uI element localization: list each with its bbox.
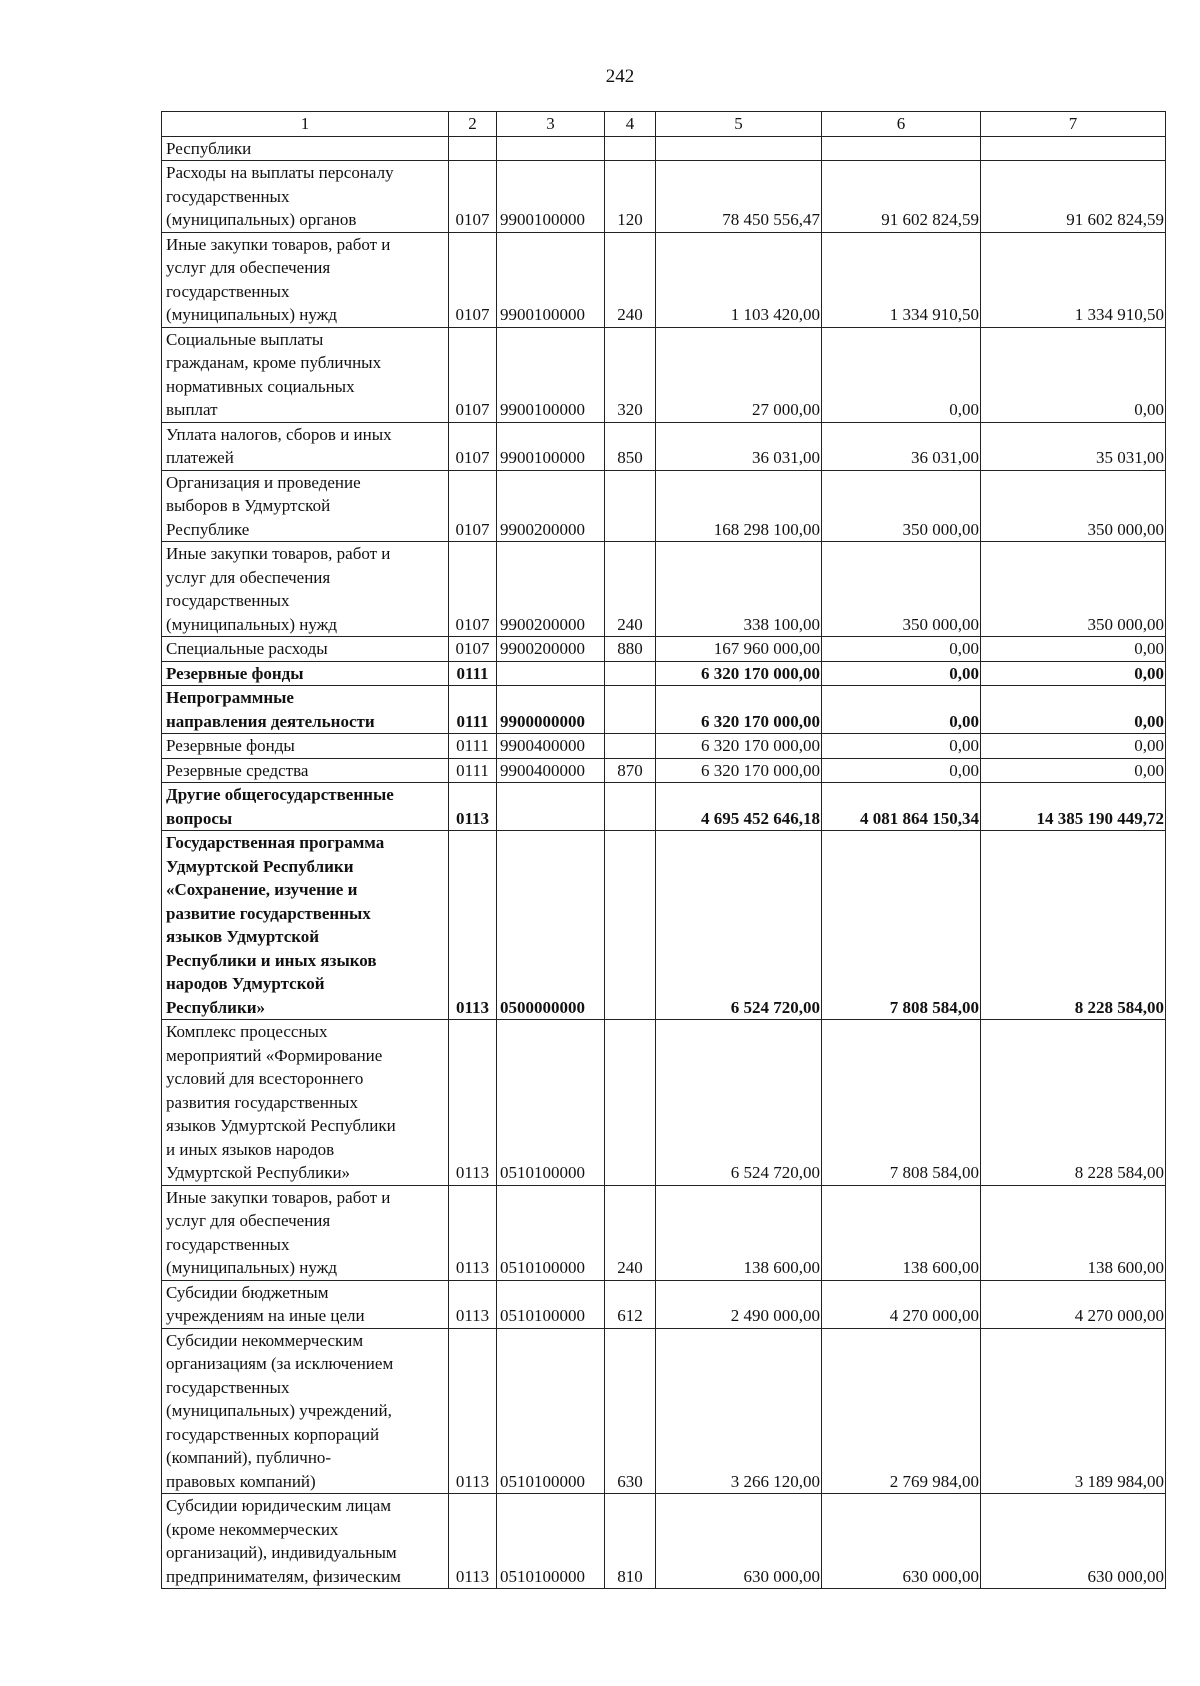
target-code-cell: 0510100000 [497, 1185, 605, 1280]
target-code-cell: 9900000000 [497, 686, 605, 734]
row-name-cell: Республики [162, 136, 449, 161]
table-row [162, 1020, 1166, 1186]
amount-col5-cell: 2 490 000,00 [656, 1280, 822, 1328]
amount-col7-cell: 8 228 584,00 [981, 831, 1166, 1020]
amount-col7-cell [981, 136, 1166, 161]
amount-col7-cell: 138 600,00 [981, 1185, 1166, 1280]
amount-col6-cell: 7 808 584,00 [822, 1020, 981, 1186]
target-code-cell: 9900200000 [497, 470, 605, 542]
row-name-cell: Субсидии бюджетным учреждениям на иные цели [162, 1280, 449, 1328]
table-row [162, 637, 1166, 662]
amount-col7-cell: 14 385 190 449,72 [981, 783, 1166, 831]
table-row [162, 661, 1166, 686]
row-name-cell: Иные закупки товаров, работ и услуг для обеспечения государственных (муниципальных) нужд [162, 1185, 449, 1280]
expense-type-cell: 120 [605, 161, 656, 233]
section-code-cell: 0107 [449, 470, 497, 542]
target-code-cell: 0510100000 [497, 1280, 605, 1328]
expense-type-cell [605, 686, 656, 734]
amount-col7-cell: 35 031,00 [981, 422, 1166, 470]
amount-col6-cell: 4 081 864 150,34 [822, 783, 981, 831]
amount-col5-cell: 1 103 420,00 [656, 232, 822, 327]
expense-type-cell: 850 [605, 422, 656, 470]
amount-col5-cell: 6 320 170 000,00 [656, 686, 822, 734]
table-row [162, 1280, 1166, 1328]
amount-col6-cell [822, 136, 981, 161]
amount-col5-cell: 6 320 170 000,00 [656, 734, 822, 759]
section-code-cell: 0107 [449, 327, 497, 422]
expense-type-cell [605, 1020, 656, 1186]
expense-type-cell: 630 [605, 1328, 656, 1494]
target-code-cell: 9900100000 [497, 422, 605, 470]
column-header: 3 [497, 112, 605, 137]
section-code-cell: 0107 [449, 422, 497, 470]
amount-col5-cell [656, 136, 822, 161]
amount-col6-cell: 350 000,00 [822, 542, 981, 637]
expense-type-cell [605, 661, 656, 686]
amount-col5-cell: 36 031,00 [656, 422, 822, 470]
expense-type-cell [605, 136, 656, 161]
table-row [162, 232, 1166, 327]
expense-type-cell [605, 783, 656, 831]
target-code-cell [497, 661, 605, 686]
expense-type-cell: 880 [605, 637, 656, 662]
table-row [162, 734, 1166, 759]
section-code-cell: 0113 [449, 783, 497, 831]
amount-col5-cell: 6 320 170 000,00 [656, 758, 822, 783]
row-name-cell: Другие общегосударственные вопросы [162, 783, 449, 831]
section-code-cell: 0113 [449, 1494, 497, 1589]
expense-type-cell: 870 [605, 758, 656, 783]
table-row [162, 470, 1166, 542]
row-name-cell: Резервные средства [162, 758, 449, 783]
amount-col6-cell: 0,00 [822, 327, 981, 422]
row-name-cell: Иные закупки товаров, работ и услуг для обеспечения государственных (муниципальных) нужд [162, 232, 449, 327]
section-code-cell: 0107 [449, 542, 497, 637]
section-code-cell: 0113 [449, 1328, 497, 1494]
expense-type-cell: 240 [605, 1185, 656, 1280]
amount-col5-cell: 78 450 556,47 [656, 161, 822, 233]
target-code-cell: 9900100000 [497, 327, 605, 422]
amount-col7-cell: 350 000,00 [981, 542, 1166, 637]
amount-col7-cell: 630 000,00 [981, 1494, 1166, 1589]
amount-col6-cell: 7 808 584,00 [822, 831, 981, 1020]
target-code-cell: 0510100000 [497, 1020, 605, 1186]
amount-col6-cell: 0,00 [822, 637, 981, 662]
target-code-cell: 9900400000 [497, 734, 605, 759]
amount-col7-cell: 0,00 [981, 734, 1166, 759]
section-code-cell: 0107 [449, 232, 497, 327]
expense-type-cell: 612 [605, 1280, 656, 1328]
section-code-cell: 0113 [449, 1185, 497, 1280]
expense-type-cell [605, 831, 656, 1020]
row-name-cell: Государственная программа Удмуртской Республики «Сохранение, изучение и развитие государственных языков Удмуртской Республики и иных языков народов Удмуртской Республики» [162, 831, 449, 1020]
target-code-cell: 9900200000 [497, 542, 605, 637]
target-code-cell [497, 136, 605, 161]
target-code-cell: 9900200000 [497, 637, 605, 662]
section-code-cell: 0107 [449, 637, 497, 662]
section-code-cell: 0107 [449, 161, 497, 233]
amount-col7-cell: 91 602 824,59 [981, 161, 1166, 233]
column-header: 4 [605, 112, 656, 137]
amount-col7-cell: 0,00 [981, 327, 1166, 422]
amount-col5-cell: 6 524 720,00 [656, 1020, 822, 1186]
column-header: 6 [822, 112, 981, 137]
row-name-cell: Социальные выплаты гражданам, кроме публичных нормативных социальных выплат [162, 327, 449, 422]
amount-col5-cell: 6 320 170 000,00 [656, 661, 822, 686]
amount-col6-cell: 630 000,00 [822, 1494, 981, 1589]
table-row [162, 831, 1166, 1020]
target-code-cell: 0510100000 [497, 1328, 605, 1494]
target-code-cell: 0510100000 [497, 1494, 605, 1589]
column-header: 5 [656, 112, 822, 137]
table-row [162, 783, 1166, 831]
amount-col7-cell: 0,00 [981, 661, 1166, 686]
table-row [162, 161, 1166, 233]
expense-type-cell [605, 470, 656, 542]
target-code-cell [497, 783, 605, 831]
row-name-cell: Непрограммные направления деятельности [162, 686, 449, 734]
section-code-cell: 0111 [449, 686, 497, 734]
amount-col6-cell: 350 000,00 [822, 470, 981, 542]
amount-col6-cell: 91 602 824,59 [822, 161, 981, 233]
section-code-cell: 0111 [449, 661, 497, 686]
table-row [162, 422, 1166, 470]
amount-col5-cell: 167 960 000,00 [656, 637, 822, 662]
amount-col5-cell: 27 000,00 [656, 327, 822, 422]
amount-col6-cell: 0,00 [822, 758, 981, 783]
amount-col5-cell: 6 524 720,00 [656, 831, 822, 1020]
amount-col5-cell: 630 000,00 [656, 1494, 822, 1589]
amount-col7-cell: 1 334 910,50 [981, 232, 1166, 327]
row-name-cell: Расходы на выплаты персоналу государственных (муниципальных) органов [162, 161, 449, 233]
amount-col7-cell: 0,00 [981, 686, 1166, 734]
amount-col6-cell: 1 334 910,50 [822, 232, 981, 327]
row-name-cell: Уплата налогов, сборов и иных платежей [162, 422, 449, 470]
section-code-cell: 0113 [449, 1020, 497, 1186]
section-code-cell: 0111 [449, 734, 497, 759]
column-number-header-row [162, 112, 1166, 137]
table-row [162, 1328, 1166, 1494]
row-name-cell: Организация и проведение выборов в Удмуртской Республике [162, 470, 449, 542]
row-name-cell: Иные закупки товаров, работ и услуг для обеспечения государственных (муниципальных) нужд [162, 542, 449, 637]
target-code-cell: 9900100000 [497, 161, 605, 233]
amount-col6-cell: 0,00 [822, 734, 981, 759]
amount-col7-cell: 0,00 [981, 758, 1166, 783]
target-code-cell: 0500000000 [497, 831, 605, 1020]
amount-col5-cell: 138 600,00 [656, 1185, 822, 1280]
amount-col6-cell: 138 600,00 [822, 1185, 981, 1280]
target-code-cell: 9900100000 [497, 232, 605, 327]
row-name-cell: Субсидии некоммерческим организациям (за исключением государственных (муниципальных) учреждений, государственных корпораций (компаний), публично- правовых компаний) [162, 1328, 449, 1494]
amount-col7-cell: 350 000,00 [981, 470, 1166, 542]
amount-col6-cell: 36 031,00 [822, 422, 981, 470]
amount-col7-cell: 4 270 000,00 [981, 1280, 1166, 1328]
column-header: 2 [449, 112, 497, 137]
amount-col7-cell: 3 189 984,00 [981, 1328, 1166, 1494]
amount-col7-cell: 0,00 [981, 637, 1166, 662]
amount-col5-cell: 168 298 100,00 [656, 470, 822, 542]
amount-col5-cell: 338 100,00 [656, 542, 822, 637]
row-name-cell: Субсидии юридическим лицам (кроме некоммерческих организаций), индивидуальным предпринимателям, физическим [162, 1494, 449, 1589]
row-name-cell: Резервные фонды [162, 734, 449, 759]
table-row [162, 758, 1166, 783]
amount-col6-cell: 2 769 984,00 [822, 1328, 981, 1494]
table-row [162, 542, 1166, 637]
column-header: 7 [981, 112, 1166, 137]
section-code-cell: 0113 [449, 831, 497, 1020]
expense-type-cell: 240 [605, 232, 656, 327]
amount-col7-cell: 8 228 584,00 [981, 1020, 1166, 1186]
table-row [162, 1185, 1166, 1280]
row-name-cell: Специальные расходы [162, 637, 449, 662]
section-code-cell: 0111 [449, 758, 497, 783]
amount-col6-cell: 4 270 000,00 [822, 1280, 981, 1328]
amount-col6-cell: 0,00 [822, 686, 981, 734]
expense-type-cell: 810 [605, 1494, 656, 1589]
amount-col6-cell: 0,00 [822, 661, 981, 686]
section-code-cell [449, 136, 497, 161]
table-row [162, 1494, 1166, 1589]
table-row [162, 686, 1166, 734]
amount-col5-cell: 3 266 120,00 [656, 1328, 822, 1494]
expense-type-cell: 320 [605, 327, 656, 422]
page-number: 242 [605, 66, 635, 87]
target-code-cell: 9900400000 [497, 758, 605, 783]
row-name-cell: Комплекс процессных мероприятий «Формирование условий для всестороннего развития государственных языков Удмуртской Республики и иных языков народов Удмуртской Республики» [162, 1020, 449, 1186]
table-row [162, 136, 1166, 161]
expense-type-cell: 240 [605, 542, 656, 637]
table-row [162, 327, 1166, 422]
section-code-cell: 0113 [449, 1280, 497, 1328]
expense-type-cell [605, 734, 656, 759]
amount-col5-cell: 4 695 452 646,18 [656, 783, 822, 831]
row-name-cell: Резервные фонды [162, 661, 449, 686]
column-header: 1 [162, 112, 449, 137]
budget-table [161, 111, 1166, 1589]
